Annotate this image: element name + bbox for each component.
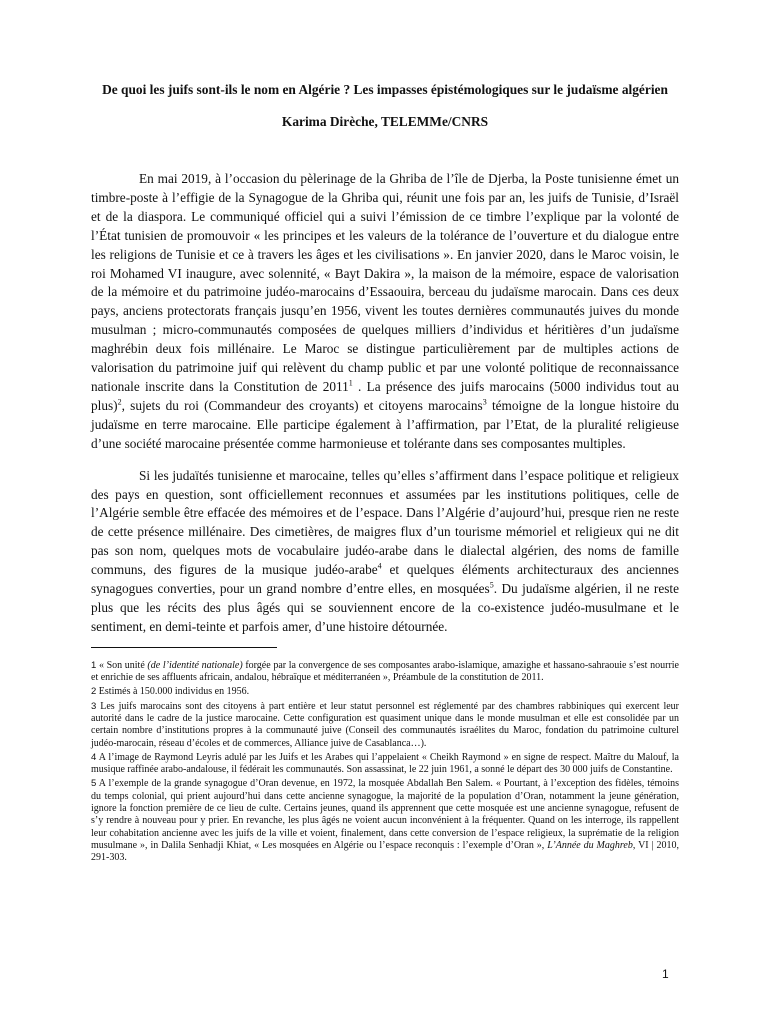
paragraph-2-text-c: . Du judaïsme algérien, il ne reste plus que les récits des plus âgés qui se souviennent encore de la co-existence judéo-musulmane et le sentiment, en demi-teinte et parfois amer, d’une histoire détournée. [91, 581, 679, 634]
footnote-italic: (de l’identité nationale) [147, 659, 243, 671]
footnote-text: , VI | 2010, 291-303. [91, 839, 679, 864]
footnote-ref-1[interactable]: 1 [348, 378, 353, 388]
footnote-2 [91, 686, 679, 698]
footnote-number: 4 [91, 751, 97, 763]
footnote-italic: L’Année du Maghreb [547, 839, 633, 851]
footnote-text: « Son unité [96, 659, 148, 671]
footnote-ref-4[interactable]: 4 [377, 561, 382, 571]
footnote-text: forgée par la convergence de ses composantes arabo-islamique, amazighe et hassano-sahraouie s’est nourrie et enrichie de ses affluents africain, andalou, hébraïque et méditerranéen », Préambule de la constitution de 2011. [91, 659, 679, 684]
paragraph-1-text-c: , sujets du roi (Commandeur des croyants) et citoyens marocains [121, 397, 483, 413]
footnote-5 [91, 778, 679, 864]
paragraph-1-text-a: En mai 2019, à l’occasion du pèlerinage de la Ghriba de l’île de Djerba, la Poste tunisienne émet un timbre-poste à l’effigie de la Synagogue de la Ghriba qui, réunit une fois par an, les juifs de Tunisie, d’Israël et de la diaspora. Le communiqué officiel qui a suivi l’émission de ce timbre l’explique par la volonté de l’État tunisien de promouvoir « les principes et les valeurs de la tolérance de l’ouverture et du dialogue entre les religions de Tunisie et ce à travers les âges et les civilisations ». En janvier 2020, dans le Maroc voisin, le roi Mohamed VI inaugure, avec solennité, « Bayt Dakira », la maison de la mémoire, espace de valorisation de la mémoire et du patrimoine judéo-marocains d’Essaouira, berceau du judaïsme marocain. Dans ces deux pays, anciens protectorats français jusqu’en 1956, vivent les toutes dernières communautés juives du monde musulman ; micro-communautés composées de quelques milliers d’individus et héritières d’un judaïsme maghrébin deux fois millénaire. Le Maroc se distingue particulièrement par de multiples actions de valorisation du patrimoine juif qui relèvent du champ public et par une volonté politique de reconnaissance nationale inscrite dans la Constitution de 2011 [91, 171, 679, 394]
document-page [91, 78, 679, 867]
footnote-number: 1 [91, 659, 97, 671]
footnote-text: A l’exemple de la grande synagogue d’Oran devenue, en 1972, la mosquée Abdallah Ben Salem. « Pourtant, à l’exception des fidèles, témoins du temps colonial, qui prient aujourd’hui dans cette ancienne synagogue, la majorité de la population d’Oran, notamment la jeune génération, ignore la fonction première de ce lieu de culte. Certains jeunes, quand ils apprennent que cette mosquée est une ancienne synagogue, refusent de s’y rendre à nouveau pour y prier. En revanche, les plus âgés ne voient aucun inconvénient à la fréquenter. Quand on les interroge, ils rappellent leur cohabitation ancienne avec les juifs de la ville et voient, finalement, dans cette conversion de l’espace religieux, la suprématie de la religion musulmane », in Dalila Senhadji Khiat, « Les mosquées en Algérie ou l’espace reconquis : l’exemple d’Oran », [91, 778, 679, 851]
footnote-ref-3[interactable]: 3 [482, 397, 487, 407]
paragraph-1 [91, 170, 679, 454]
footnote-number: 5 [91, 778, 97, 790]
footnote-number: 2 [91, 686, 97, 698]
footnote-separator [91, 647, 277, 648]
author-line: Karima Dirèche, TELEMMe/CNRS [281, 114, 489, 129]
paragraph-1-text-d: témoigne de la longue histoire du judaïsme en terre marocaine. Elle participe également à l’affirmation, par l’Etat, de la pluralité religieuse d’une société marocaine présentée comme harmonieuse et tolérante dans ses composantes multiples. [91, 397, 679, 451]
paper-title: De quoi les juifs sont-ils le nom en Algérie ? Les impasses épistémologiques sur le judaïsme algérien [102, 82, 668, 97]
paragraph-2 [91, 467, 679, 637]
footnote-text: Estimés à 150.000 individus en 1956. [96, 686, 250, 698]
paragraph-1-text-b: . La présence des juifs marocains (5000 individus tout au plus) [91, 378, 679, 413]
footnote-1 [91, 660, 679, 685]
footnote-3 [91, 701, 679, 750]
footnotes [91, 660, 679, 865]
footnote-text: A l’image de Raymond Leyris adulé par les Juifs et les Arabes qui l’appelaient « Cheikh Raymond » en signe de respect. Maître du Malouf, la musique raffinée arabo-andalouse, il fédérait les communautés. Son assassinat, le 22 juin 1961, a sonné le départ des 30 000 juifs de Constantine. [91, 751, 679, 776]
paragraph-2-text-b: et quelques éléments architecturaux des anciennes synagogues converties, pour un grand nombre d’entre elles, en mosquées [91, 562, 679, 597]
footnote-4 [91, 752, 679, 777]
page-number: 1 [662, 967, 669, 981]
footnote-number: 3 [91, 700, 97, 712]
footnote-text: Les juifs marocains sont des citoyens à part entière et leur statut personnel est réglementé par des chambres rabbiniques qui exercent leur autorité dans le cadre de la justice marocaine. Cette configuration est quasiment unique dans le monde musulman et elle est consolidée par un certain nombre d’institutions propres à la communauté juive (Conseil des communautés israélites du Maroc, fondation du patrimoine culturel judéo-marocain, réseau d’écoles et de commerces, Alliance juive de Casablanca…). [91, 700, 679, 749]
body-text [91, 170, 679, 637]
footnote-ref-5[interactable]: 5 [489, 580, 494, 590]
paragraph-2-text-a: Si les judaïtés tunisienne et marocaine, telles qu’elles s’affirment dans l’espace politique et religieux des pays en question, sont officiellement reconnues et assumées par les institutions politiques, celle de l’Algérie semble être effacée des mémoires et de l’espace. Dans l’Algérie d’aujourd’hui, presque rien ne reste de cette présence millénaire. Des cimetières, de maigres flux d’un tourisme mémoriel et religieux qui ne dit pas son nom, quelques mots de vocabulaire judéo-arabe dans le dialectal algérien, des noms de famille communs, des figures de la musique judéo-arabe [91, 467, 679, 578]
footnote-ref-2[interactable]: 2 [117, 397, 122, 407]
